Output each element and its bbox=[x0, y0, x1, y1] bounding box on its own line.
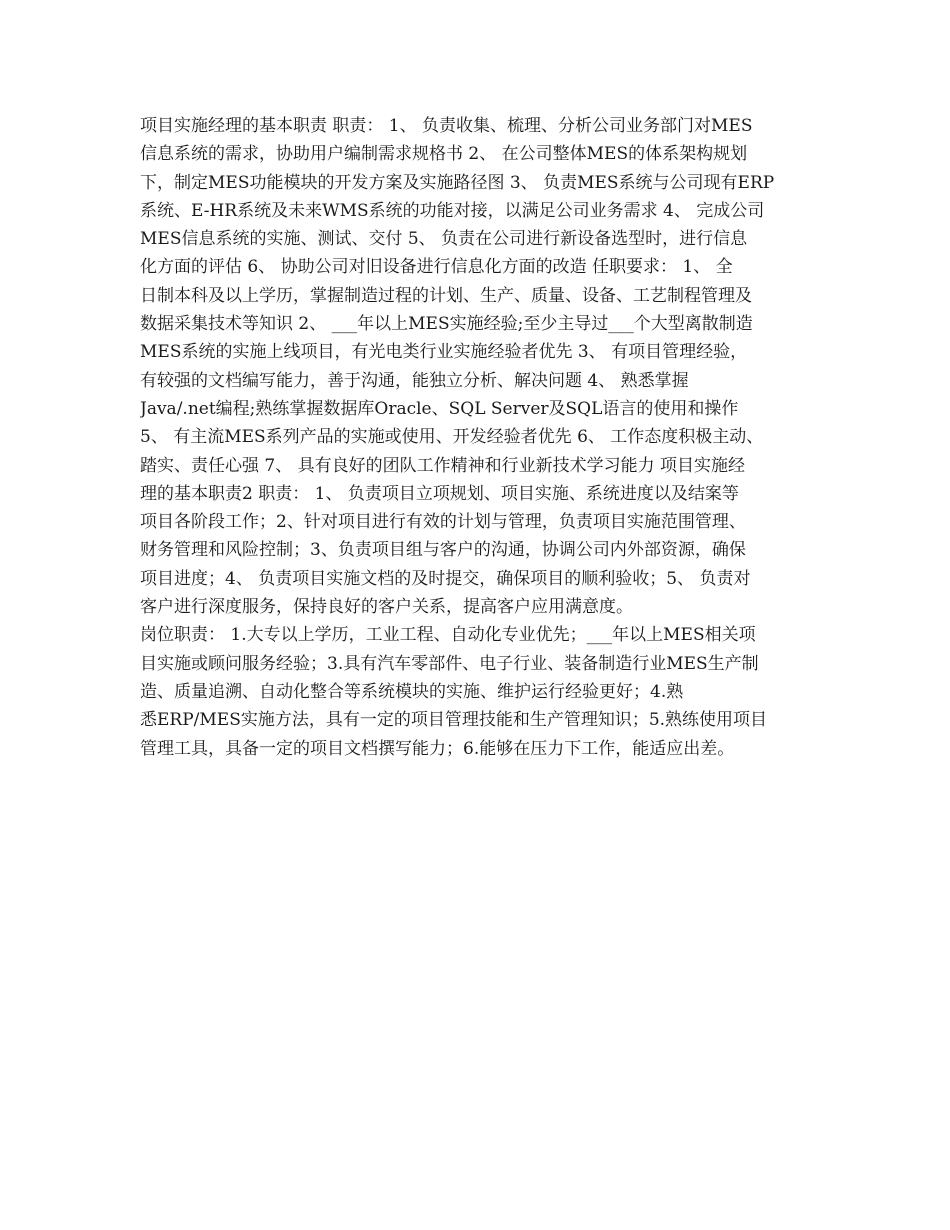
text-line: 项目实施经理的基本职责 职责： 1、 负责收集、梳理、分析公司业务部门对MES bbox=[140, 116, 753, 136]
text-line: 信息系统的需求，协助用户编制需求规格书 2、 在公司整体MES的体系架构规划 bbox=[140, 144, 748, 165]
text-line: 客户进行深度服务，保持良好的客户关系，提高客户应用满意度。 bbox=[140, 597, 633, 618]
text-line: 悉ERP/MES实施方法，具有一定的项目管理技能和生产管理知识；5.熟练使用项目 bbox=[140, 710, 768, 731]
text-line: 理的基本职责2 职责： 1、 负责项目立项规划、项目实施、系统进度以及结案等 bbox=[140, 483, 739, 504]
text-line: MES系统的实施上线项目，有光电类行业实施经验者优先 3、 有项目管理经验， bbox=[140, 342, 748, 363]
text-line: 目实施或顾问服务经验；3.具有汽车零部件、电子行业、装备制造行业MES生产制 bbox=[140, 653, 759, 674]
text-line: 化方面的评估 6、 协助公司对旧设备进行信息化方面的改造 任职要求： 1、 全 bbox=[140, 257, 733, 278]
text-line: 造、质量追溯、自动化整合等系统模块的实施、维护运行经验更好；4.熟 bbox=[140, 681, 684, 702]
text-line: 有较强的文档编写能力，善于沟通，能独立分析、解决问题 4、 熟悉掌握 bbox=[140, 370, 689, 391]
text-line: 5、 有主流MES系列产品的实施或使用、开发经验者优先 6、 工作态度积极主动、 bbox=[140, 427, 764, 448]
text-line: MES信息系统的实施、测试、交付 5、 负责在公司进行新设备选型时，进行信息 bbox=[140, 229, 748, 250]
text-line: 数据采集技术等知识 2、 ___年以上MES实施经验;至少主导过___个大型离散制造 bbox=[140, 314, 753, 335]
text-line: 踏实、责任心强 7、 具有良好的团队工作精神和行业新技术学习能力 项目实施经 bbox=[140, 455, 746, 476]
text-line: 财务管理和风险控制；3、负责项目组与客户的沟通，协调公司内外部资源，确保 bbox=[140, 540, 746, 561]
text-line: 项目各阶段工作；2、针对项目进行有效的计划与管理，负责项目实施范围管理、 bbox=[140, 512, 746, 533]
text-line: 管理工具，具备一定的项目文档撰写能力；6.能够在压力下工作，能适应出差。 bbox=[140, 738, 735, 759]
text-line: 系统、E-HR系统及未来WMS系统的功能对接，以满足公司业务需求 4、 完成公司 bbox=[140, 200, 765, 221]
text-line: 项目进度；4、 负责项目实施文档的及时提交，确保项目的顺利验收；5、 负责对 bbox=[140, 568, 751, 589]
text-line: 岗位职责： 1.大专以上学历，工业工程、自动化专业优先；___年以上MES相关项 bbox=[140, 625, 756, 646]
document-body bbox=[140, 112, 820, 763]
text-line: Java/.net编程;熟练掌握数据库Oracle、SQL Server及SQL语言的使用和操作 bbox=[140, 398, 739, 419]
text-line: 下，制定MES功能模块的开发方案及实施路径图 3、 负责MES系统与公司现有ERP bbox=[140, 172, 775, 193]
text-line: 日制本科及以上学历，掌握制造过程的计划、生产、质量、设备、工艺制程管理及 bbox=[140, 285, 752, 306]
